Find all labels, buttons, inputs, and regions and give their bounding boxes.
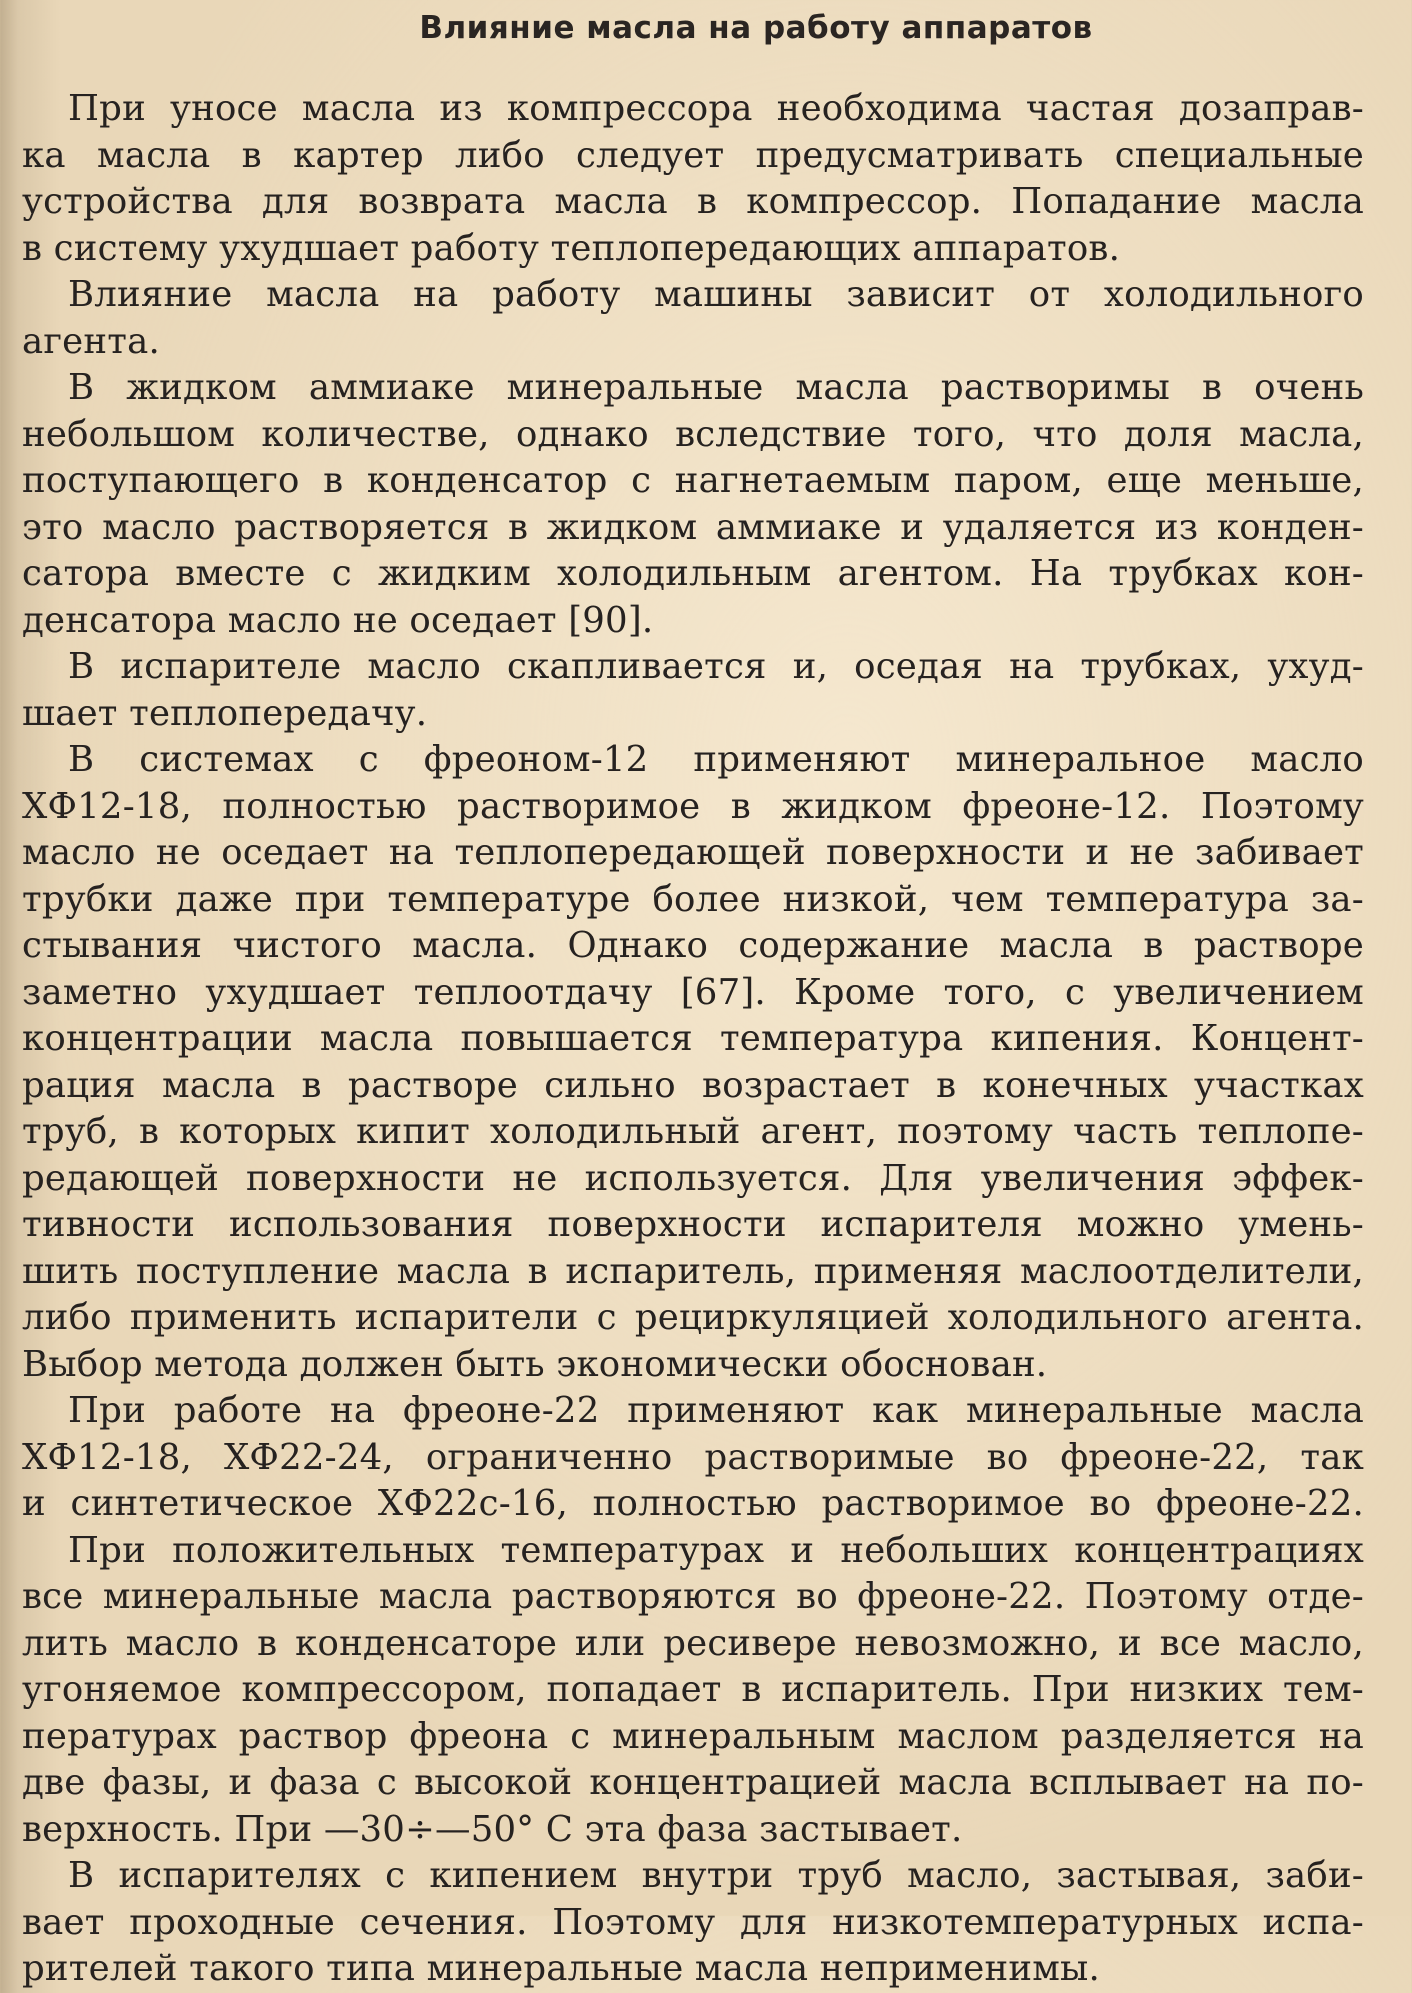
text-line: две фазы, и фаза с высокой концентрацией масла всплывает на по- [22, 1762, 1364, 1803]
text-line: это масло растворяется в жидком аммиаке и удаляется из конден- [22, 506, 1364, 548]
text-line: угоняемое компрессором, попадает в испаритель. При низких тем- [22, 1669, 1364, 1710]
text-line: труб, в которых кипит холодильный агент, поэтому часть теплопе- [22, 1111, 1364, 1152]
text-line: поступающего в конденсатор с нагнетаемым паром, еще меньше, [22, 460, 1364, 501]
text-line: В системах с фреоном-12 применяют минеральное масло [68, 739, 1364, 780]
text-line: стывания чистого масла. Однако содержание масла в растворе [22, 925, 1364, 966]
text-line: в систему ухудшает работу теплопередающих аппаратов. [22, 227, 1121, 269]
text-line: все минеральные масла растворяются во фреоне-22. Поэтому отде- [22, 1576, 1364, 1617]
text-line: концентрации масла повышается температура кипения. Концент- [22, 1018, 1364, 1059]
text-line: заметно ухудшает теплоотдачу [67]. Кроме того, с увеличением [22, 971, 1364, 1013]
body-text [22, 86, 1364, 1993]
text-line: При положительных температурах и небольших концентрациях [68, 1529, 1364, 1571]
text-line: При работе на фреоне-22 применяют как минеральные масла [68, 1390, 1364, 1431]
text-line: вает проходные сечения. Поэтому для низкотемпературных испа- [22, 1901, 1364, 1943]
text-line: тивности использования поверхности испарителя можно умень- [22, 1204, 1364, 1245]
text-line: устройства для возврата масла в компрессор. Попадание масла [22, 181, 1364, 222]
text-line: шить поступление масла в испаритель, применяя маслоотделители, [22, 1250, 1364, 1292]
text-line: денсатора масло не оседает [90]. [22, 599, 654, 641]
text-line: редающей поверхности не используется. Для увеличения эффек- [22, 1157, 1364, 1199]
text-line: рителей такого типа минеральные масла неприменимы. [22, 1948, 1100, 1989]
text-line: ХФ12-18, полностью растворимое в жидком фреоне-12. Поэтому [22, 785, 1364, 827]
text-line: Влияние масла на работу машины зависит от холодильного [68, 274, 1364, 315]
text-line: небольшом количестве, однако вследствие того, что доля масла, [22, 413, 1364, 455]
text-line: В испарителях с кипением внутри труб масло, застывая, заби- [68, 1855, 1364, 1896]
text-line: верхность. При —30÷—50° С эта фаза застывает. [22, 1808, 963, 1850]
text-line: шает теплопередачу. [22, 692, 428, 734]
section-title: Влияние масла на работу аппаратов [419, 10, 1093, 46]
text-line: В испарителе масло скапливается и, оседая на трубках, ухуд- [68, 646, 1364, 687]
text-line: ХФ12-18, ХФ22-24, ограниченно растворимые во фреоне-22, так [22, 1436, 1364, 1478]
text-line: лить масло в конденсаторе или ресивере невозможно, и все масло, [22, 1622, 1364, 1664]
text-line: сатора вместе с жидким холодильным агентом. На трубках кон- [22, 553, 1364, 594]
text-line: ка масла в картер либо следует предусматривать специальные [22, 134, 1364, 176]
text-line: масло не оседает на теплопередающей поверхности и не забивает [22, 832, 1364, 873]
text-line: трубки даже при температуре более низкой, чем температура за- [22, 878, 1364, 920]
text-line: При уносе масла из компрессора необходима частая дозаправ- [68, 88, 1364, 129]
text-line: пературах раствор фреона с минеральным маслом разделяется на [22, 1715, 1364, 1757]
text-line: агента. [22, 320, 160, 362]
text-line: Выбор метода должен быть экономически обоснован. [22, 1343, 1048, 1385]
text-line: В жидком аммиаке минеральные масла растворимы в очень [68, 367, 1364, 408]
text-line: и синтетическое ХФ22с-16, полностью растворимое во фреоне-22. [22, 1483, 1364, 1524]
text-line: рация масла в растворе сильно возрастает в конечных участках [22, 1064, 1364, 1106]
text-line: либо применить испарители с рециркуляцией холодильного агента. [22, 1297, 1364, 1338]
